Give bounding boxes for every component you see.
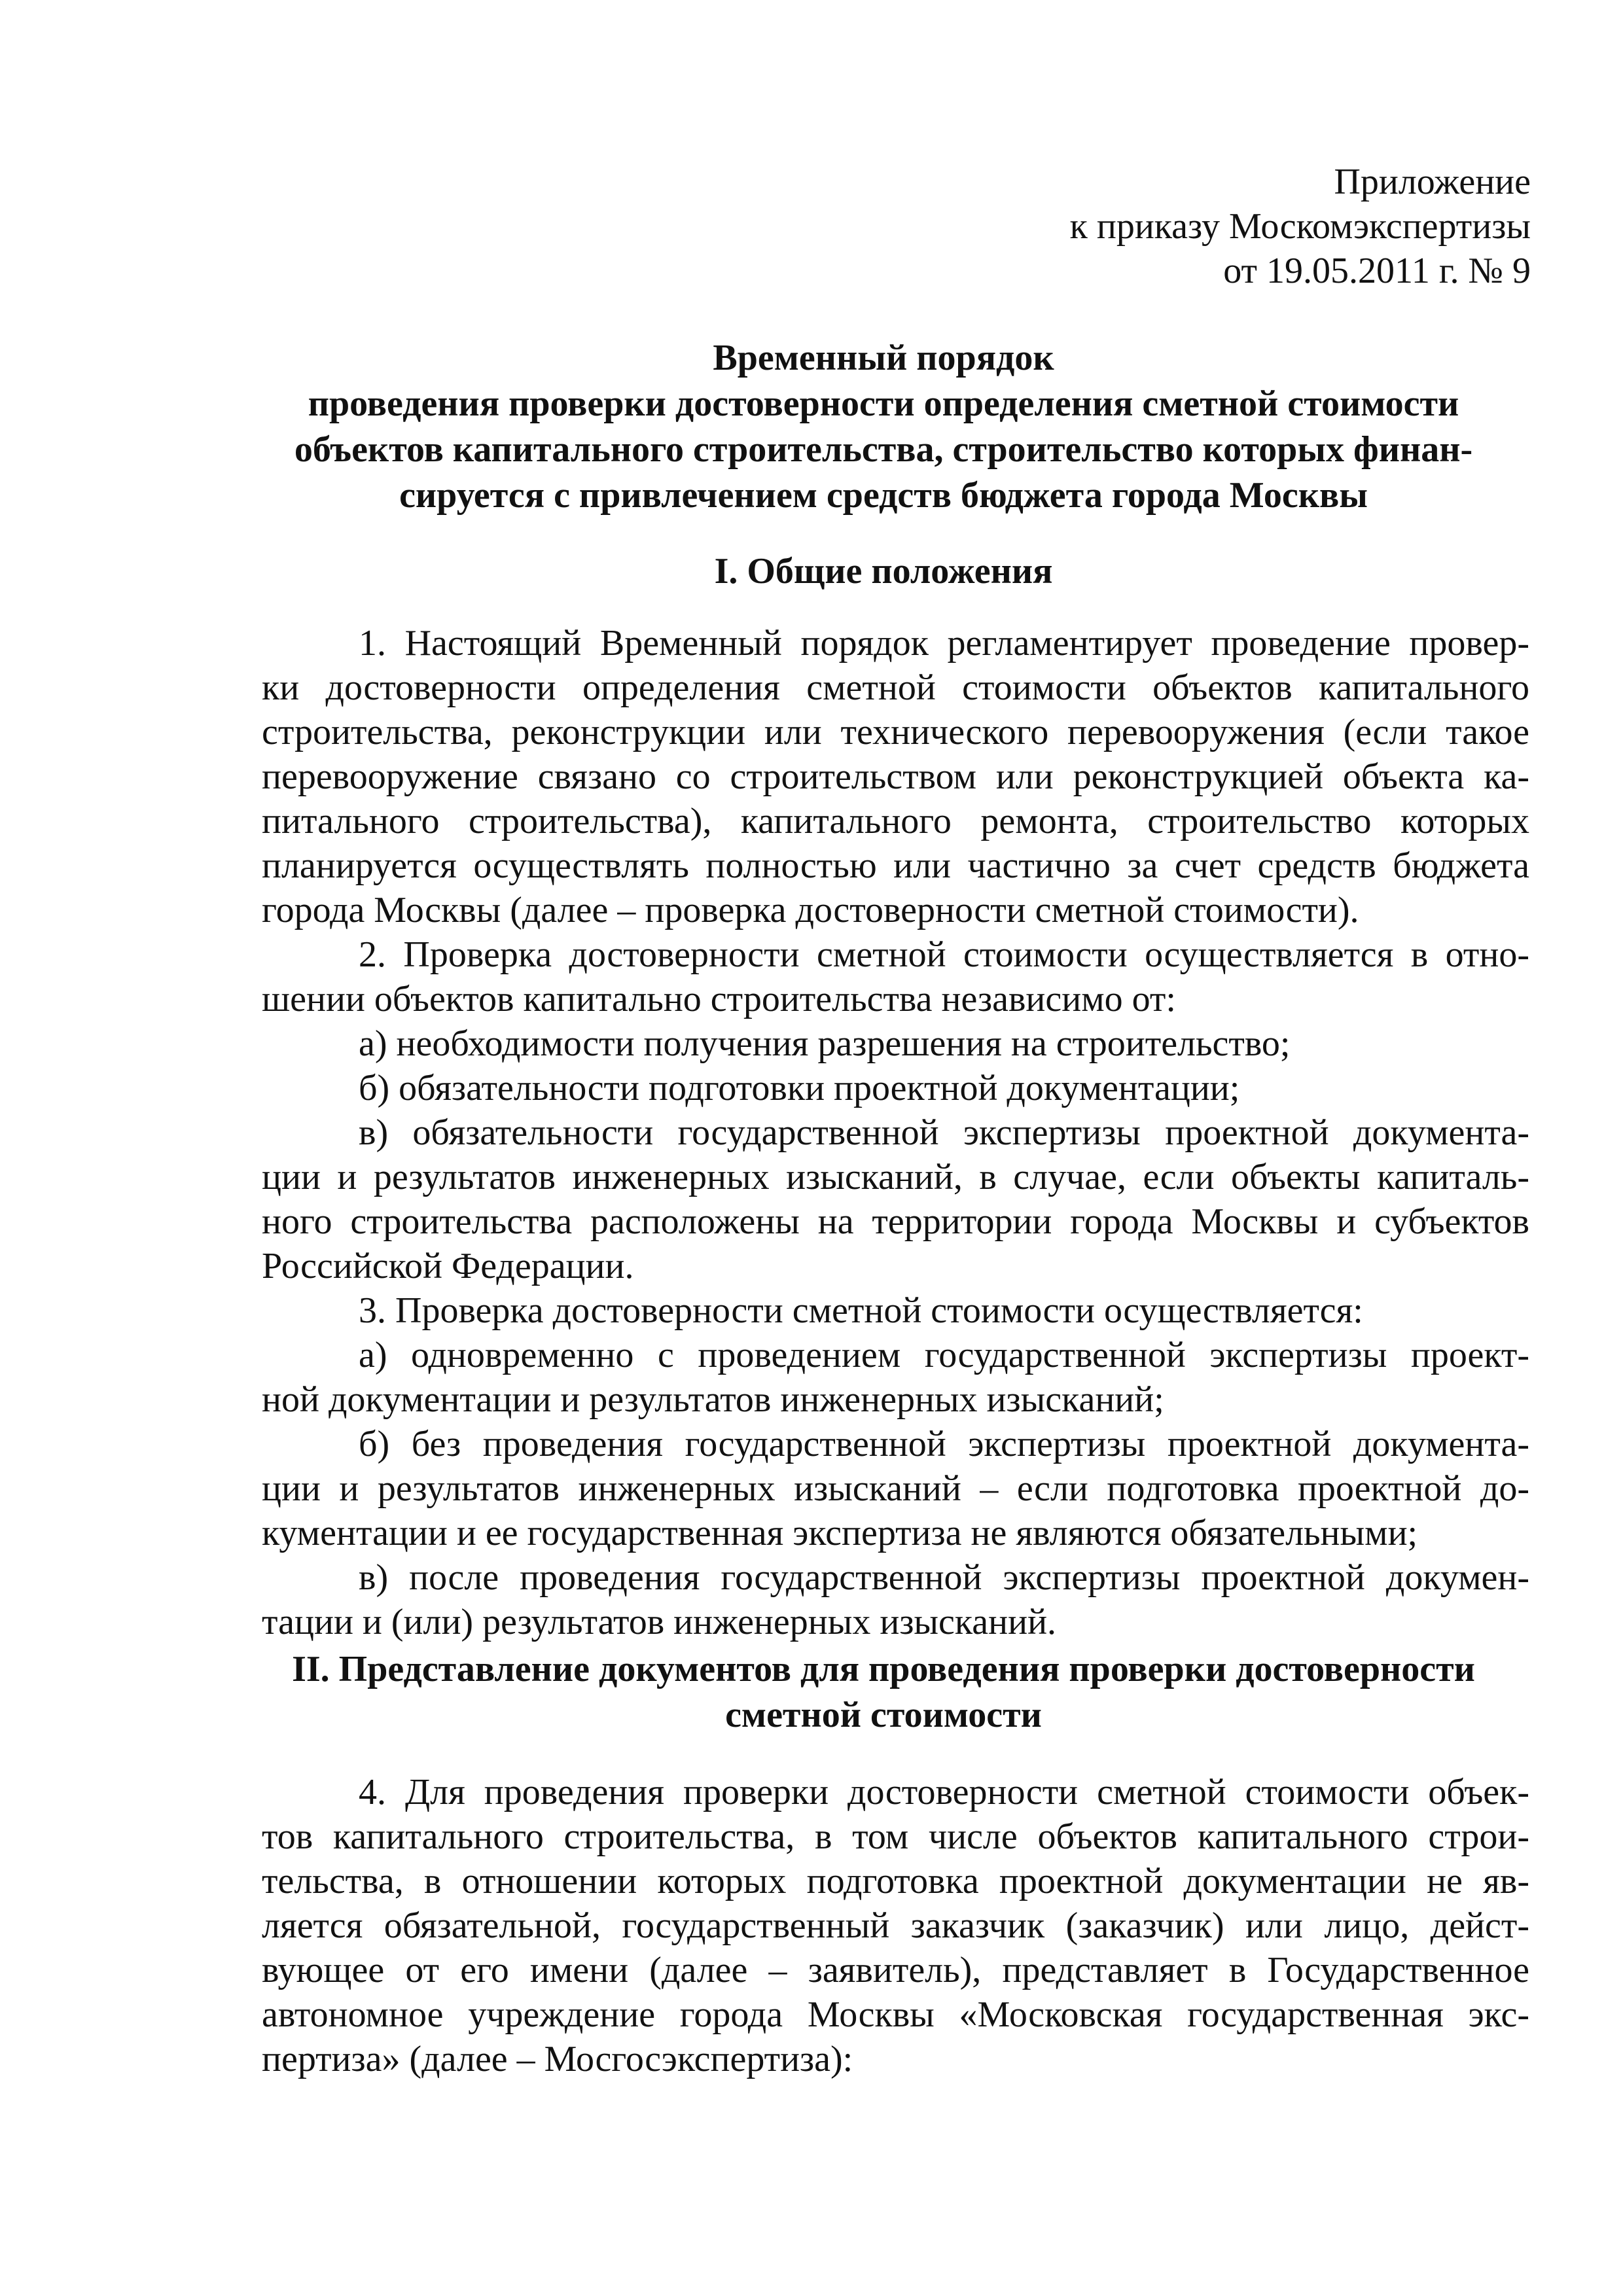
title-line: проведения проверки достоверности определения сметной стоимости [308, 383, 1459, 424]
paragraph-line: тов капитального строительства, в том числе объектов капитального строи- [262, 1816, 1529, 1857]
document-title [242, 335, 1525, 518]
list-item-line: ного строительства расположены на территории города Москвы и субъектов [262, 1201, 1529, 1242]
paragraph-line: ляется обязательной, государственный заказчик (заказчик) или лицо, дейст- [262, 1905, 1529, 1946]
paragraph-line: тельства, в отношении которых подготовка проектной документации не яв- [262, 1861, 1529, 1901]
paragraph-line: 1. Настоящий Временный порядок регламентирует проведение провер- [359, 623, 1529, 663]
paragraph-line: пертиза» (далее – Мосгосэкспертиза): [262, 2039, 853, 2079]
list-item-line: ции и результатов инженерных изысканий, в случае, если объекты капиталь- [262, 1157, 1529, 1197]
appendix-order-date: от 19.05.2011 г. № 9 [1223, 251, 1531, 291]
section-1-body [262, 621, 1529, 1644]
title-line: Временный порядок [713, 338, 1054, 378]
paragraph-line: 3. Проверка достоверности сметной стоимости осуществляется: [359, 1290, 1363, 1331]
list-item-line: в) после проведения государственной экспертизы проектной докумен- [359, 1557, 1529, 1598]
appendix-label: Приложение [1334, 162, 1531, 202]
list-item-line: Российской Федерации. [262, 1246, 634, 1286]
appendix-reference [1070, 160, 1531, 293]
section-heading-text: II. Представление документов для проведения проверки достоверности [292, 1649, 1475, 1689]
list-item-line: в) обязательности государственной экспертизы проектной документа- [359, 1112, 1529, 1153]
section-heading-text: сметной стоимости [725, 1695, 1042, 1735]
list-item-line: б) обязательности подготовки проектной документации; [359, 1068, 1240, 1108]
paragraph-line: планируется осуществлять полностью или частично за счет средств бюджета [262, 845, 1529, 886]
list-item-line: а) одновременно с проведением государственной экспертизы проект- [359, 1335, 1529, 1375]
paragraph-line: шении объектов капитально строительства независимо от: [262, 979, 1176, 1019]
appendix-order-reference: к приказу Москомэкспертизы [1069, 206, 1531, 247]
title-line: объектов капитального строительства, строительство которых финан- [294, 429, 1473, 470]
list-item-line: тации и (или) результатов инженерных изысканий. [262, 1602, 1057, 1642]
list-item-line: ции и результатов инженерных изысканий – если подготовка проектной до- [262, 1468, 1529, 1509]
paragraph-line: питального строительства), капитального ремонта, строительство которых [262, 801, 1529, 841]
list-item-line: ной документации и результатов инженерных изысканий; [262, 1379, 1164, 1420]
paragraph-line: вующее от его имени (далее – заявитель), представляет в Государственное [262, 1950, 1529, 1990]
paragraph-line: 4. Для проведения проверки достоверности сметной стоимости объек- [359, 1772, 1529, 1812]
paragraph-line: строительства, реконструкции или технического перевооружения (если такое [262, 712, 1529, 752]
title-line: сируется с привлечением средств бюджета города Москвы [399, 475, 1368, 516]
section-2-heading [242, 1646, 1525, 1738]
paragraph-line: автономное учреждение города Москвы «Московская государственная экс- [262, 1994, 1529, 2035]
list-item-line: а) необходимости получения разрешения на строительство; [359, 1023, 1291, 1064]
paragraph-line: 2. Проверка достоверности сметной стоимости осуществляется в отно- [359, 934, 1529, 975]
section-heading-text: I. Общие положения [714, 551, 1053, 592]
section-1-heading [242, 548, 1525, 594]
paragraph-line: города Москвы (далее – проверка достоверности сметной стоимости). [262, 890, 1359, 930]
paragraph-line: ки достоверности определения сметной стоимости объектов капитального [262, 667, 1529, 708]
section-2-body [262, 1770, 1529, 2081]
list-item-line: б) без проведения государственной экспертизы проектной документа- [359, 1424, 1529, 1464]
paragraph-line: перевооружение связано со строительством или реконструкцией объекта ка- [262, 756, 1529, 797]
list-item-line: кументации и ее государственная экспертиза не являются обязательными; [262, 1513, 1418, 1553]
